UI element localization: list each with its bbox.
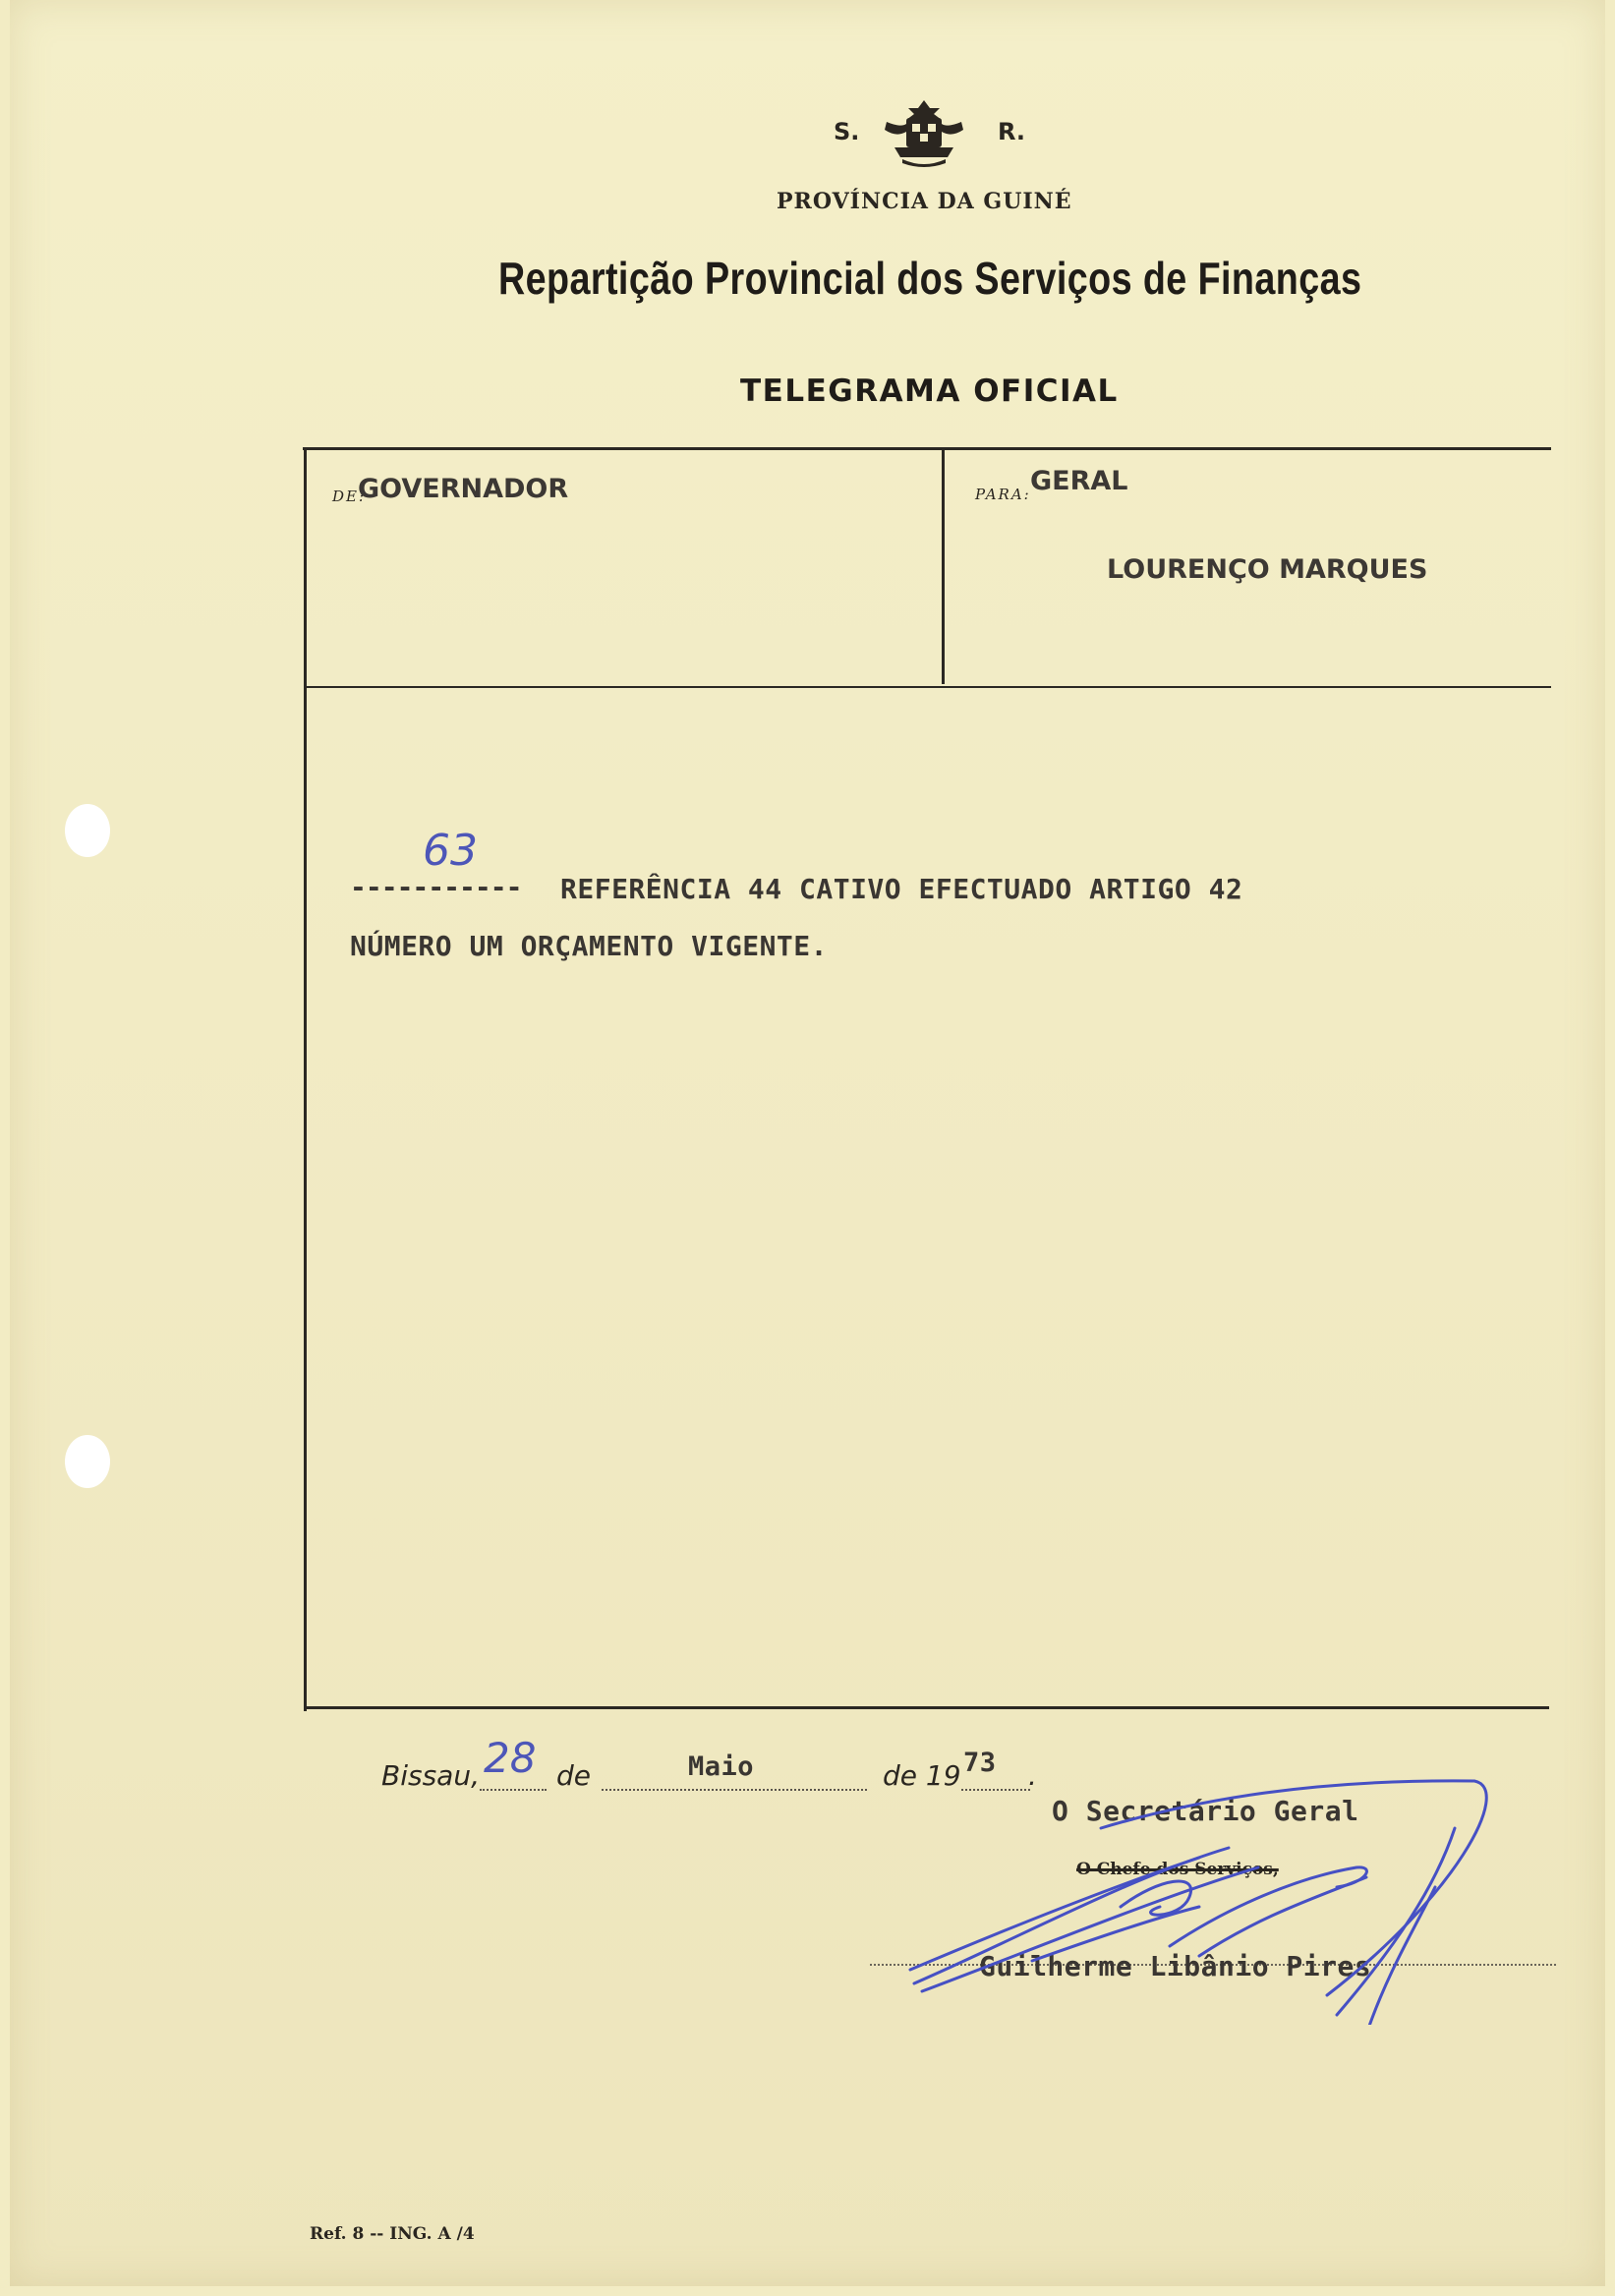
signer-title: O Secretário Geral: [1052, 1795, 1359, 1827]
place-label: Bissau,: [381, 1759, 480, 1792]
year-suffix: 73: [963, 1748, 997, 1778]
to-value-line2: LOURENÇO MARQUES: [1107, 554, 1428, 585]
form-reference: Ref. 8 -- ING. A /4: [310, 2224, 475, 2244]
date-period: .: [1028, 1759, 1037, 1792]
handwritten-number: 63: [423, 826, 478, 876]
de-label-1: de: [556, 1759, 591, 1792]
message-line-1: REFERÊNCIA 44 CATIVO EFECTUADO ARTIGO 42: [560, 873, 1243, 905]
punch-hole-top: [65, 804, 110, 857]
from-value: GOVERNADOR: [358, 474, 569, 504]
to-label: PARA:: [975, 486, 1031, 503]
year-prefix: de 19: [883, 1759, 961, 1792]
coat-of-arms-icon: [877, 96, 971, 169]
frame-left-line: [304, 447, 307, 1711]
department-title: Repartição Provincial dos Serviços de Finanças: [498, 253, 1362, 304]
signature-scribble: [904, 1759, 1494, 2025]
handwritten-day: 28: [484, 1734, 537, 1782]
month-value: Maio: [688, 1751, 755, 1782]
to-value-line1: GERAL: [1030, 466, 1128, 496]
month-dotted-line: [602, 1789, 867, 1791]
frame-top-line: [303, 447, 1551, 450]
struck-title: O Chefe dos Serviços,: [1076, 1860, 1279, 1879]
message-dashes: -----------: [350, 871, 522, 903]
punch-hole-bottom: [65, 1435, 110, 1488]
frame-divider-line: [942, 450, 945, 684]
signer-name: Guilherme Libânio Pires: [979, 1950, 1372, 1982]
header-r: R.: [998, 118, 1026, 145]
message-line-2: NÚMERO UM ORÇAMENTO VIGENTE.: [350, 930, 829, 962]
frame-bottom-line: [307, 1706, 1549, 1709]
day-dotted-line: [480, 1789, 547, 1791]
province-title: PROVÍNCIA DA GUINÉ: [777, 189, 1072, 214]
frame-middle-line: [306, 686, 1551, 688]
document-type: TELEGRAMA OFICIAL: [740, 373, 1119, 409]
from-label: DE:: [332, 488, 367, 505]
header-s: S.: [834, 118, 860, 145]
